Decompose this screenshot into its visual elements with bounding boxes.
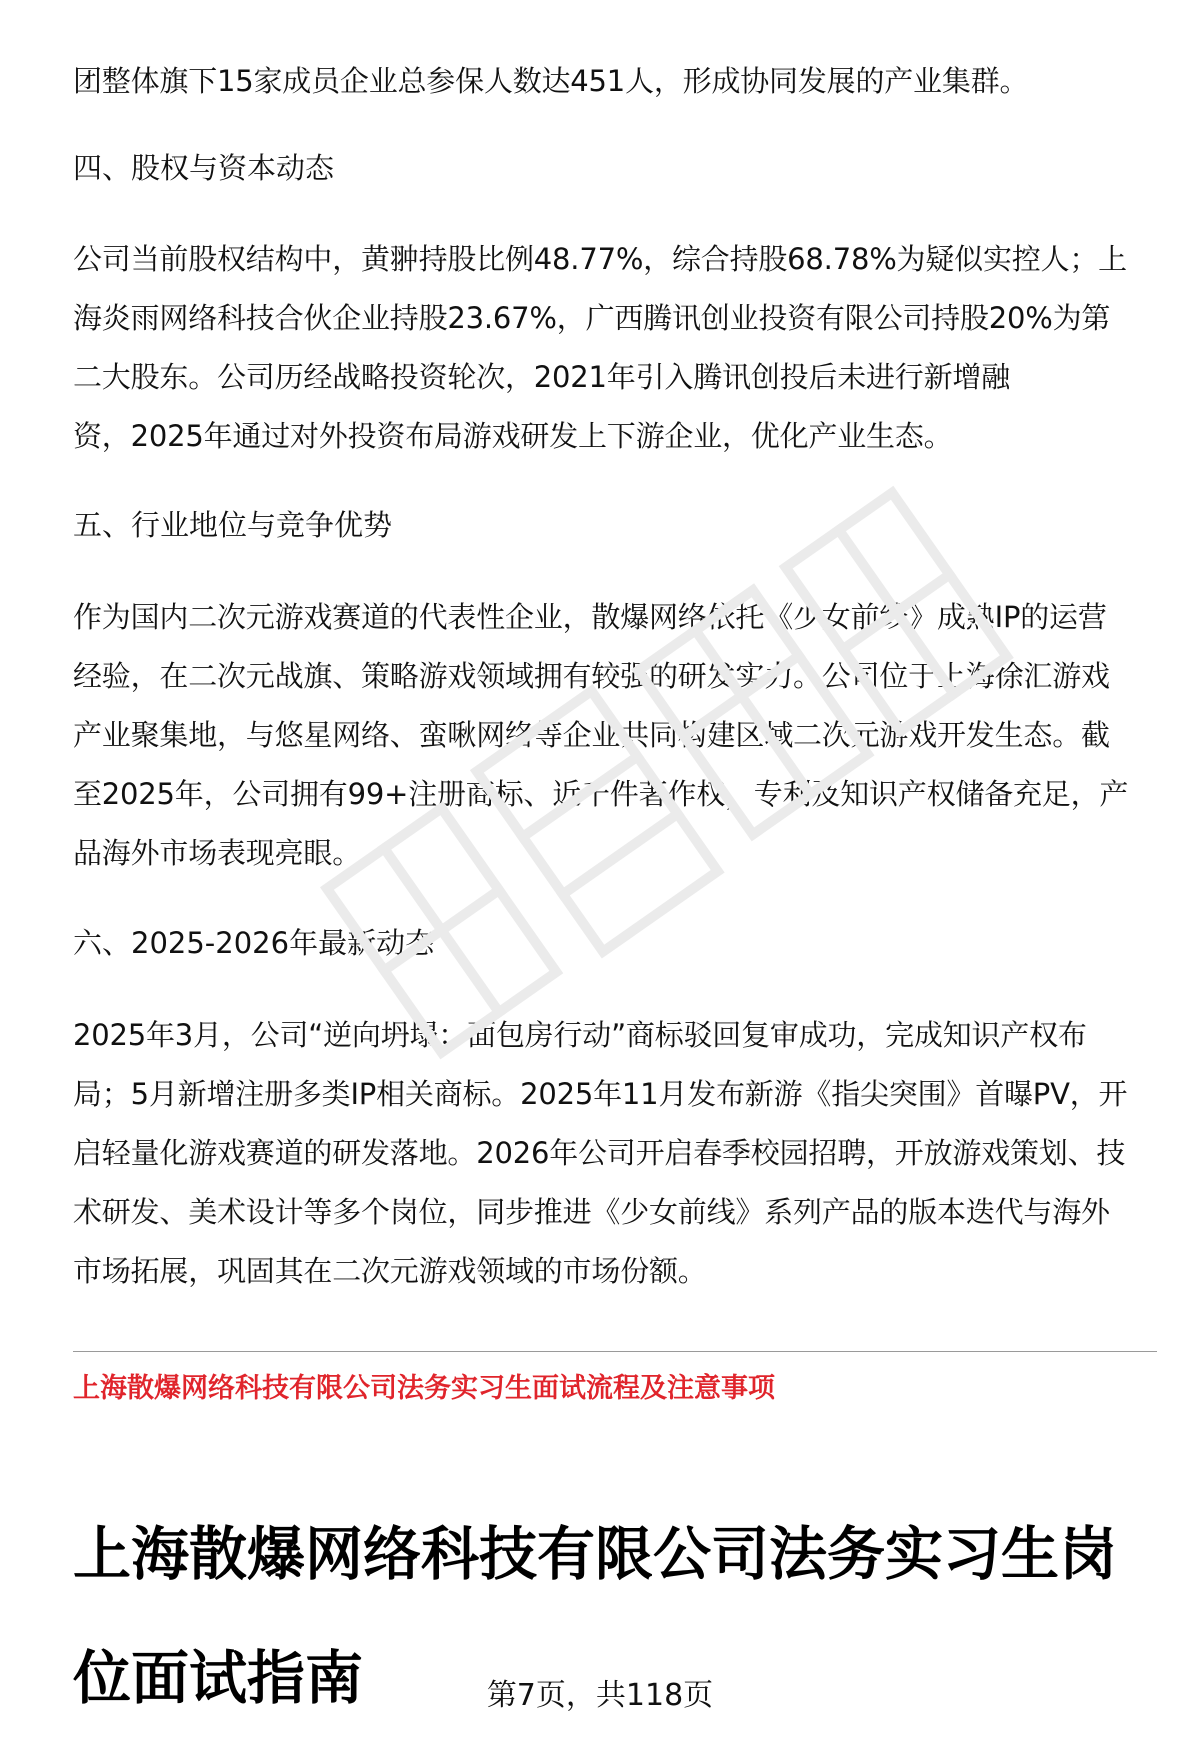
section-heading-news: 六、2025-2026年最新动态 bbox=[73, 926, 435, 960]
text-line: 品海外市场表现亮眼。 bbox=[73, 836, 362, 870]
section-heading-industry: 五、行业地位与竞争优势 bbox=[73, 508, 393, 542]
text-line: 二大股东。公司历经战略投资轮次，2021年引入腾讯创投后未进行新增融 bbox=[73, 360, 1011, 394]
text-line: 局；5月新增注册多类IP相关商标。2025年11月发布新游《指尖突围》首曝PV，开 bbox=[73, 1077, 1128, 1111]
paragraph-equity bbox=[73, 230, 1158, 466]
title-line: 上海散爆网络科技有限公司法务实习生岗 bbox=[73, 1519, 1118, 1588]
paragraph-news bbox=[73, 1006, 1158, 1301]
text-line: 启轻量化游戏赛道的研发落地。2026年公司开启春季校园招聘，开放游戏策划、技 bbox=[73, 1136, 1126, 1170]
text-line: 产业聚集地，与悠星网络、蛮啾网络等企业共同构建区域二次元游戏开发生态。截 bbox=[73, 718, 1110, 752]
text-line: 市场拓展，巩固其在二次元游戏领域的市场份额。 bbox=[73, 1254, 707, 1288]
text-line: 2025年3月，公司“逆向坍塌：面包房行动”商标驳回复审成功，完成知识产权布 bbox=[73, 1018, 1087, 1052]
page-number: 第7页，共118页 bbox=[486, 1678, 714, 1713]
title-line: 位面试指南 bbox=[73, 1643, 364, 1712]
text-line: 团整体旗下15家成员企业总参保人数达451人，形成协同发展的产业集群。 bbox=[73, 64, 1029, 98]
text-line: 海炎雨网络科技合伙企业持股23.67%，广西腾讯创业投资有限公司持股20%为第 bbox=[73, 301, 1111, 335]
text-line: 作为国内二次元游戏赛道的代表性企业，散爆网络依托《少女前线》成熟IP的运营 bbox=[73, 600, 1107, 634]
related-article-link[interactable]: 上海散爆网络科技有限公司法务实习生面试流程及注意事项 bbox=[73, 1373, 775, 1404]
divider bbox=[73, 1351, 1157, 1352]
paragraph-industry bbox=[73, 588, 1158, 883]
text-line: 至2025年，公司拥有99+注册商标、近千件著作权，专利及知识产权储备充足，产 bbox=[73, 777, 1129, 811]
paragraph-employees bbox=[73, 52, 1158, 111]
text-line: 公司当前股权结构中，黄翀持股比例48.77%，综合持股68.78%为疑似实控人；上 bbox=[73, 242, 1127, 276]
text-line: 经验，在二次元战旗、策略游戏领域拥有较强的研发实力。公司位于上海徐汇游戏 bbox=[73, 659, 1110, 693]
section-heading-equity: 四、股权与资本动态 bbox=[73, 151, 335, 185]
text-line: 资，2025年通过对外投资布局游戏研发上下游企业，优化产业生态。 bbox=[73, 419, 953, 453]
text-line: 术研发、美术设计等多个岗位，同步推进《少女前线》系列产品的版本迭代与海外 bbox=[73, 1195, 1110, 1229]
